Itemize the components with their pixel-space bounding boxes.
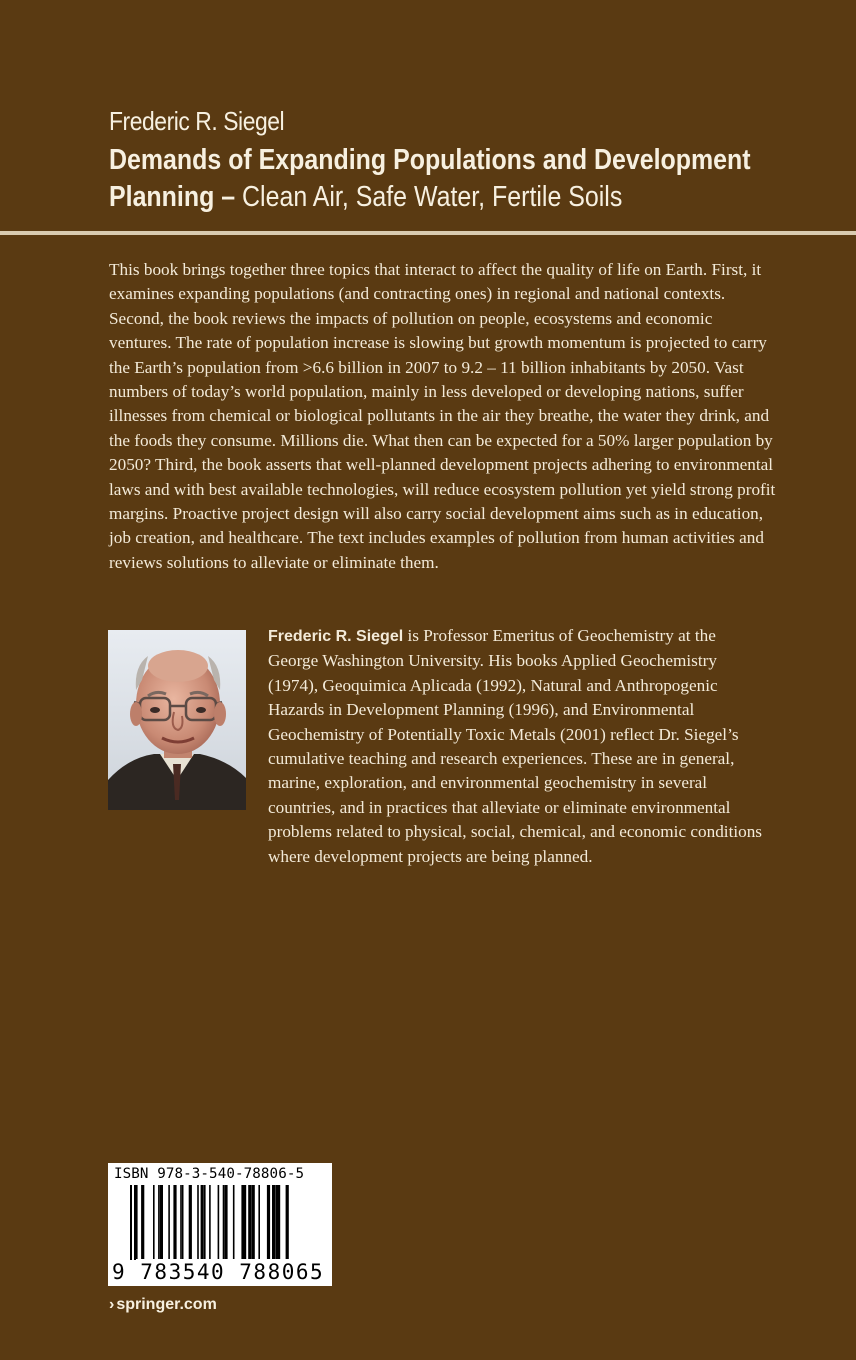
barcode-bar [160,1185,163,1259]
barcode-bar [258,1185,260,1259]
barcode-bar [173,1185,176,1259]
barcode-bar [248,1185,251,1259]
barcode-bar [267,1185,270,1259]
barcode-bar [218,1185,220,1259]
isbn-label: ISBN 978-3-540-78806-5 [114,1166,305,1182]
chevron-right-icon: › [109,1296,115,1313]
author-bio [268,624,768,869]
divider-rule [0,231,856,235]
barcode-bars [130,1185,326,1265]
barcode-bar [158,1185,160,1259]
author-bio-name: Frederic R. Siegel [268,628,404,645]
barcode-bar [241,1185,246,1259]
barcode-bar [204,1185,206,1259]
publisher-link[interactable] [109,1296,217,1314]
barcode-bar [223,1185,225,1259]
ean-number: 9 783540 788065 [112,1260,325,1284]
barcode-bar [153,1185,155,1259]
book-title-main: Demands of Expanding Populations and Development Planning – [109,144,751,213]
barcode-bar [197,1185,199,1259]
barcode-bar [201,1185,204,1259]
barcode-bar [180,1185,182,1259]
barcode-bar [272,1185,275,1259]
barcode-bar [233,1185,235,1259]
barcode-bar [252,1185,255,1259]
author-photo [108,630,246,810]
book-description: This book brings together three topics that interact to affect the quality of life on Earth. First, it examines expanding populations (and contracting ones) in regional and national contexts. Second, the book reviews the impacts of pollution on people, ecosystems and economic ventures. The rate of population increase is slowing but growth momentum is projected to carry the Earth’s population from >6.6 billion in 2007 to 9.2 – 11 billion inhabitants by 2050. Vast numbers of today’s world population, mainly in less developed or developing nations, suffer illnesses from chemical or biological pollutants in the air they breathe, the water they drink, and the foods they consume. Millions die. What then can be expected for a 50% larger population by 2050? Third, the book asserts that well-planned development projects adhering to environmental laws and with best available technologies, will reduce ecosystem pollution yet yield strong profit margins. Proactive project design will also carry social development aims such as in education, job creation, and healthcare. The text includes examples of pollution from human activities and reviews solutions to alleviate or eliminate them. [109,260,776,572]
barcode-bar [189,1185,192,1259]
author-portrait [108,630,246,810]
barcode-bar [182,1185,184,1259]
barcode-bar [224,1185,227,1259]
author-bio-text: is Professor Emeritus of Geochemistry at the George Washington University. His books Applied Geochemistry (1974), Geoquimica Aplicada (1992), Natural and Anthropogenic Hazards in Development Planning (1996), and Environmental Geochemistry of Potentially Toxic Metals (2001) reflect Dr. Siegel’s cumulative teaching and research experiences. These are in general, marine, exploration, and environmental geochemistry in several countries, and in practices that alleviate or eliminate environmental problems related to physical, social, chemical, and economic conditions where development projects are being planned. [268,626,762,866]
barcode-bar [286,1185,289,1259]
book-title [109,142,780,216]
book-subtitle: Clean Air, Safe Water, Fertile Soils [242,181,623,213]
author-name: Frederic R. Siegel [109,106,285,136]
barcode-bar [130,1185,132,1265]
barcode-bar [275,1185,280,1259]
barcode-bar [209,1185,211,1259]
barcode-bar [136,1185,138,1259]
isbn-barcode [108,1163,332,1286]
publisher-url: springer.com [116,1296,217,1313]
barcode-bar [141,1185,144,1259]
barcode-bar [134,1185,136,1265]
barcode-bar [168,1185,170,1259]
